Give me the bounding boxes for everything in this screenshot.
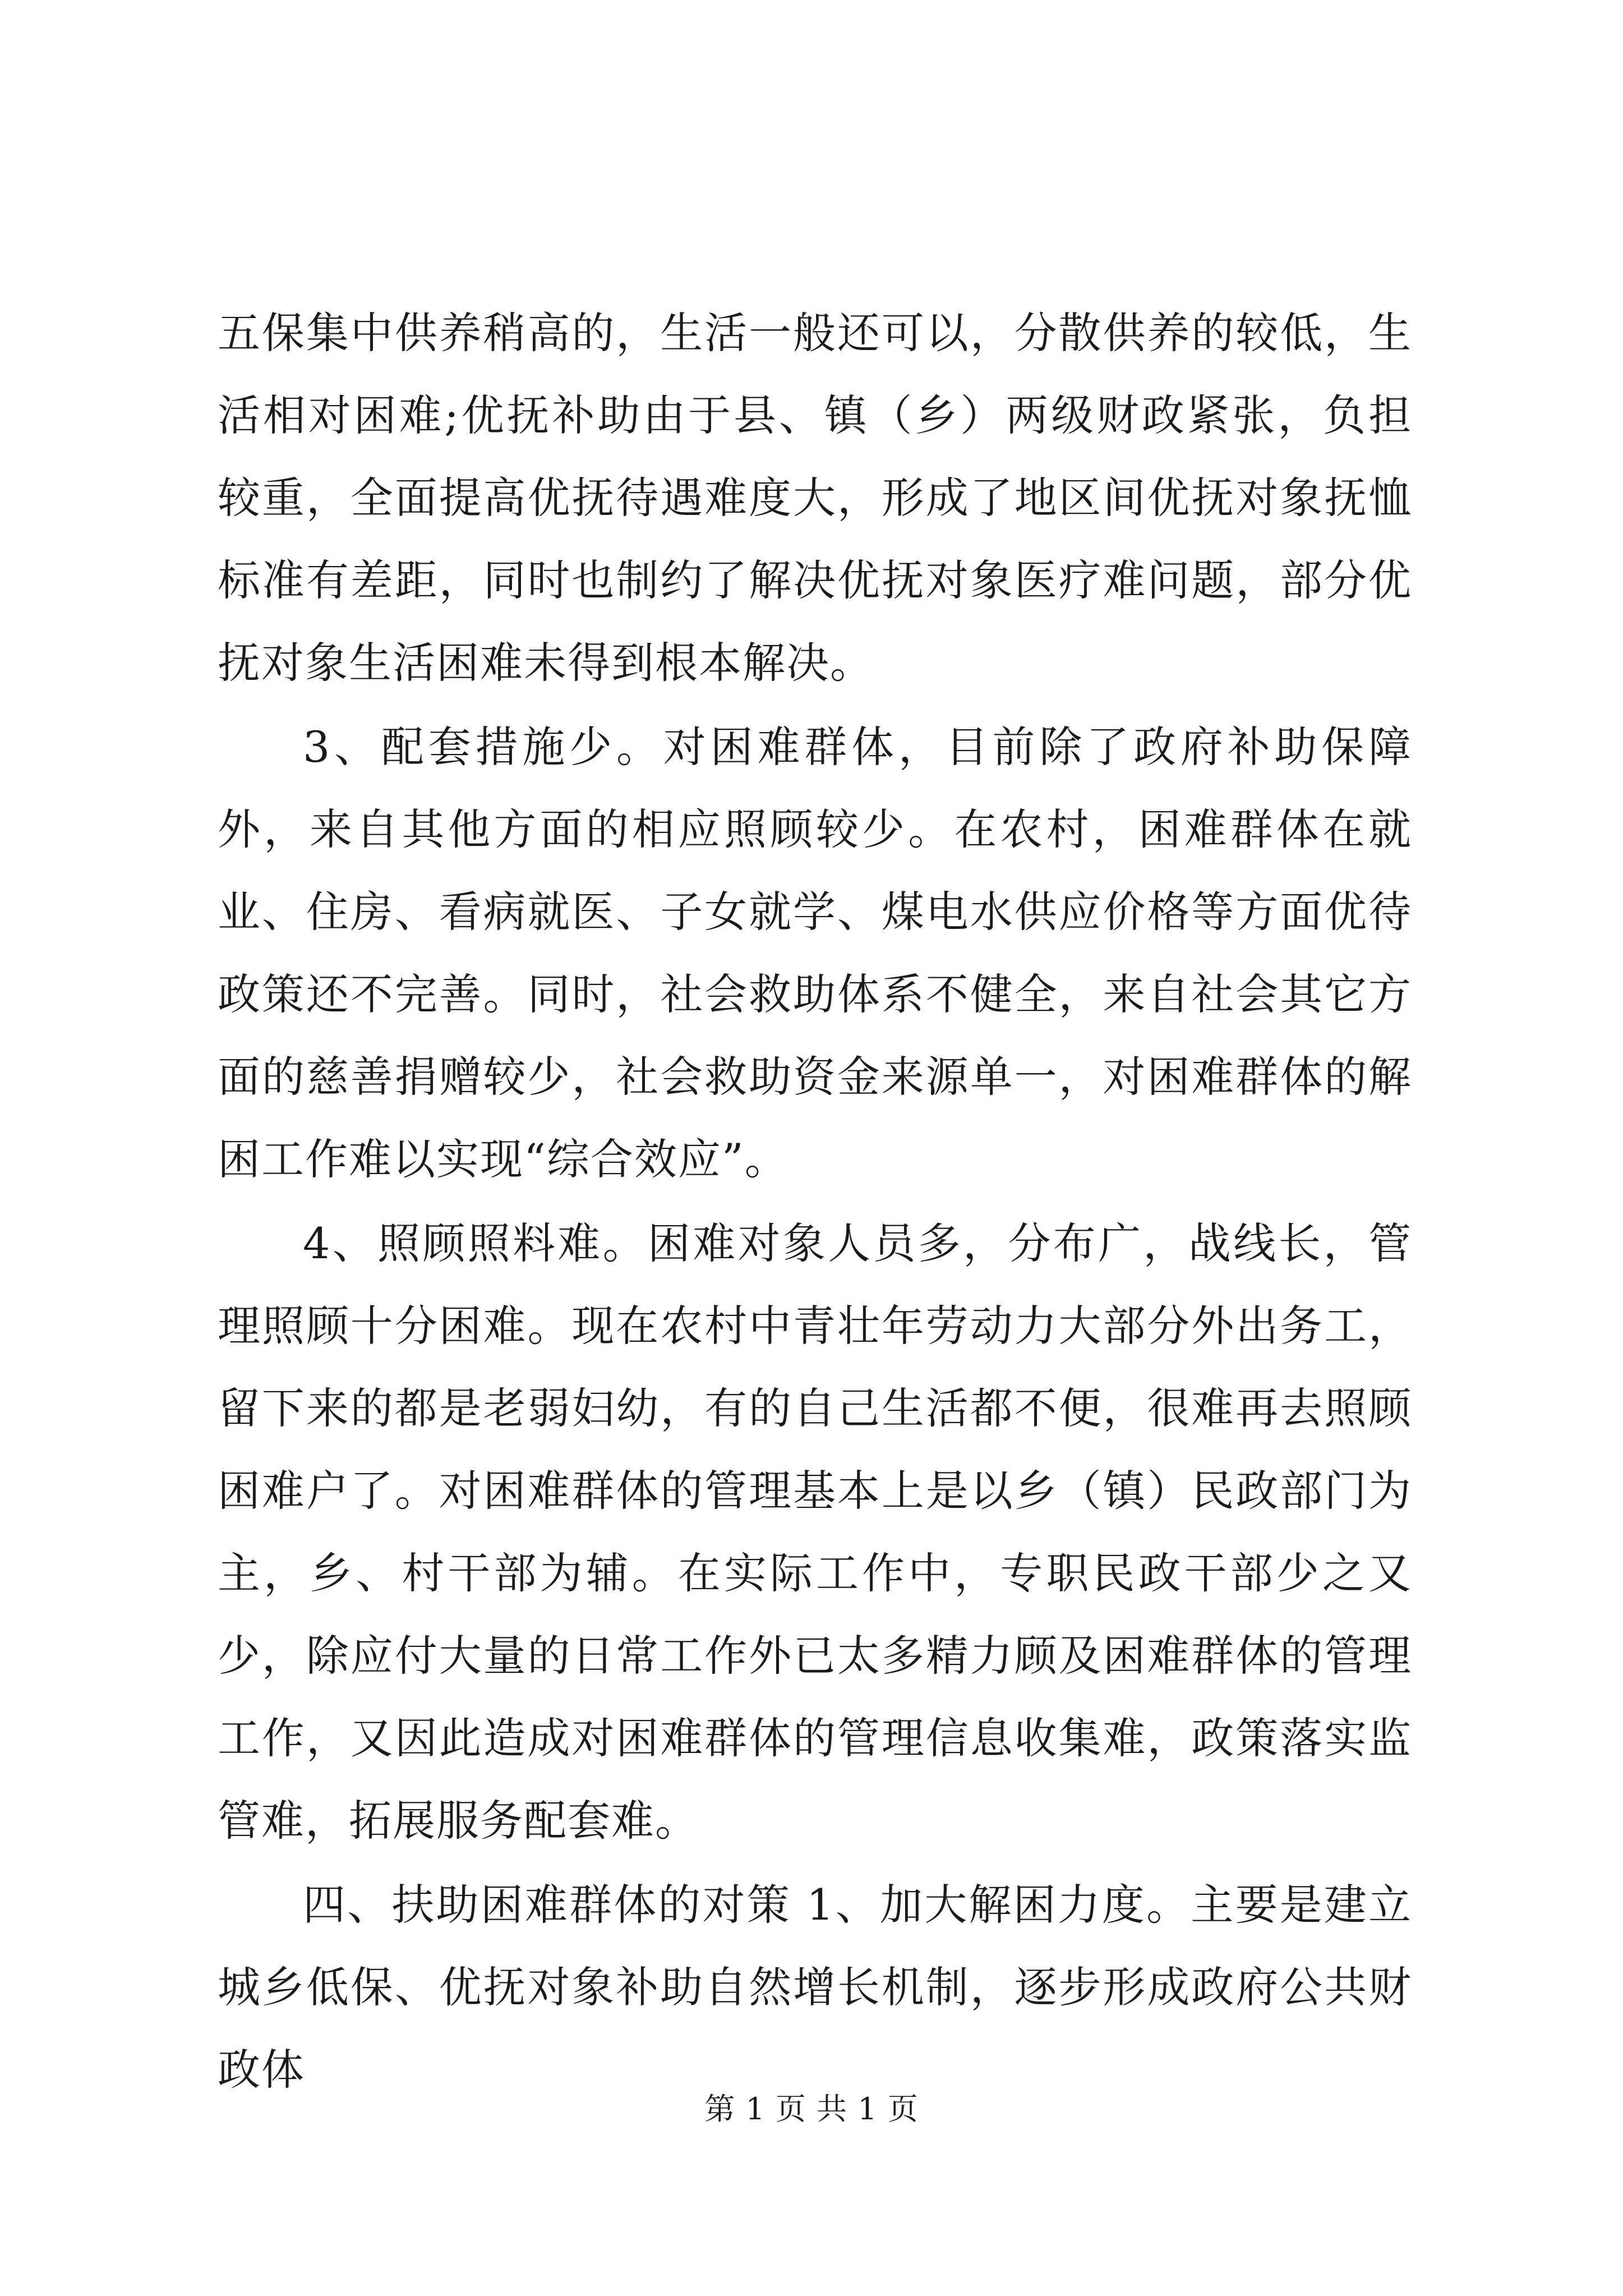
paragraph-care-difficulty: 4、照顾照料难。困难对象人员多，分布广，战线长，管理照顾十分困难。现在农村中青壮年劳动力大部分外出务工，留下来的都是老弱妇幼，有的自己生活都不便，很难再去照顾困难户了。对困难群体的管理基本上是以乡（镇）民政部门为主，乡、村干部为辅。在实际工作中，专职民政干部少之又少，除应付大量的日常工作外已太多精力顾及困难群体的管理工作，又因此造成对困难群体的管理信息收集难，政策落实监管难，拓展服务配套难。 <box>218 1218 1412 1846</box>
document-body <box>218 292 1412 2111</box>
paragraph-continuation: 五保集中供养稍高的，生活一般还可以，分散供养的较低，生活相对困难;优抚补助由于县、镇（乡）两级财政紧张，负担较重，全面提高优抚待遇难度大，形成了地区间优抚对象抚恤标准有差距，同时也制约了解决优抚对象医疗难问题，部分优抚对象生活困难未得到根本解决。 <box>218 308 1412 688</box>
page-footer: 第 1 页 共 1 页 <box>704 2091 919 2127</box>
paragraph-supporting-measures: 3、配套措施少。对困难群体，目前除了政府补助保障外，来自其他方面的相应照顾较少。在农村，困难群体在就业、住房、看病就医、子女就学、煤电水供应价格等方面优待政策还不完善。同时，社会救助体系不健全，来自社会其它方面的慈善捐赠较少，社会救助资金来源单一，对困难群体的解困工作难以实现“综合效应”。 <box>218 722 1412 1184</box>
paragraph-countermeasures: 四、扶助困难群体的对策 1、加大解困力度。主要是建立城乡低保、优抚对象补助自然增长机制，逐步形成政府公共财政体 <box>218 1880 1412 2095</box>
